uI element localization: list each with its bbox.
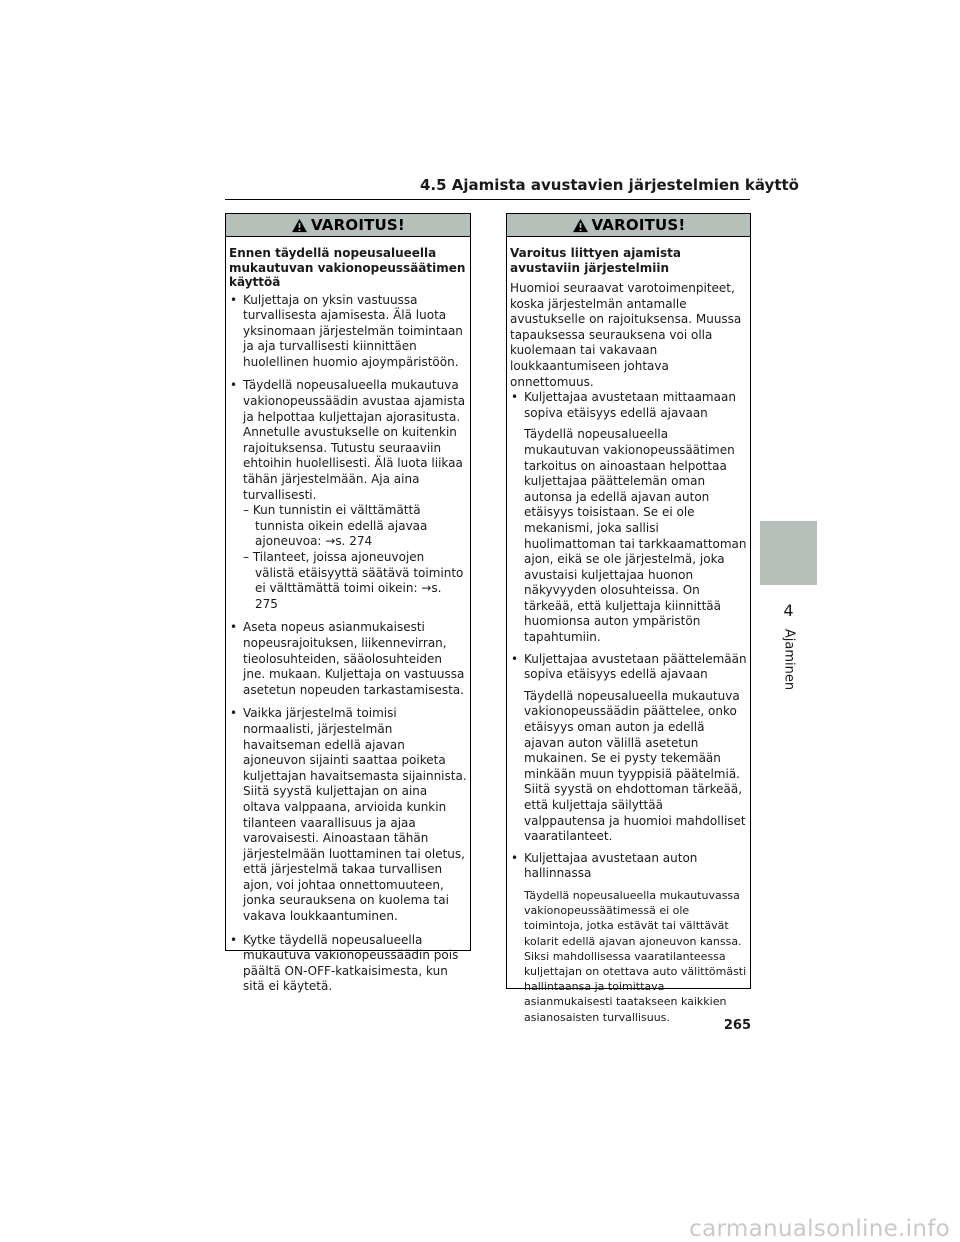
list-item-text: Täydellä nopeusalueella mukautuva vakionopeussäädin avustaa ajamista ja helpottaa kuljettajan ajorasitusta. Annetulle avustukselle on kuitenkin rajoituksensa. Tutustu seuraaviin ehtoihin huolellisesti. Älä luota liikaa tähän järjestelmään. Aja aina turvallisesti. [243,378,466,502]
warning-label: VAROITUS! [591,216,686,234]
warning-header [226,214,470,237]
warning-triangle-icon [572,218,589,233]
warning-content [226,237,470,995]
list-item [229,378,467,612]
list-item-text: Täydellä nopeusalueella mukautuvassa vakionopeussäätimessä ei ole toimintoja, jotka estävät tai välttävät kolarit edellä ajavan ajoneuvon kanssa. Siksi mahdollisessa vaaratilanteessa kuljettajan on otettava auto välittömästi hallintaansa ja toimittava asianmukaisesti taatakseen kaikkien asianosaisten turvallisuus. [524,888,747,1024]
list-item-title: • Kuljettajaa avustetaan päättelemään sopiva etäisyys edellä ajavaan [524,651,747,682]
warning-header [507,214,750,237]
dash-item: – Tilanteet, joissa ajoneuvojen välistä etäisyyttä säätävä toiminto ei välttämättä toimi oikein: →s. 275 [243,550,464,611]
warning-box-right [506,213,751,1024]
list-item: • Vaikka järjestelmä toimisi normaalisti, järjestelmän havaitseman edellä ajavan ajoneuvon sijainti saattaa poiketa kuljettajan havaitsemasta sijainnista. Siitä syystä kuljettajan on aina oltava valppaana, arvioida kunkin tilanteen vaarallisuus ja ajaa varovaisesti. Ainoastaan tähän järjestelmään luottaminen tai oletus, että järjestelmä takaa turvallisen ajon, voi johtaa onnettomuuteen, jonka seurauksena on kuolema tai vakava loukkaantuminen. [229,706,467,924]
dash-item: – Kun tunnistin ei välttämättä tunnista oikein edellä ajavaa ajoneuvoa: →s. 274 [243,503,428,549]
list-item [510,652,747,845]
warning-triangle-icon [291,218,308,233]
chapter-label: Ajaminen [781,628,797,691]
list-item: • Aseta nopeus asianmukaisesti nopeusrajoituksen, liikennevirran, tieolosuhteiden, sääolosuhteiden jne. mukaan. Kuljettaja on vastuussa asetetun nopeuden tarkastamisesta. [229,620,467,698]
list-item [510,390,747,646]
chapter-number: 4 [783,601,794,620]
page-number: 265 [723,1018,751,1033]
list-item: • Kytke täydellä nopeusalueella mukautuva vakionopeussäädin pois päältä ON-OFF-katkaisimesta, kun sitä ei käytetä. [229,933,467,995]
warning-bullet-list [510,390,747,1025]
warning-heading: Varoitus liittyen ajamista avustaviin järjestelmiin [510,246,681,275]
warning-label: VAROITUS! [311,216,405,234]
list-item [510,851,747,1025]
dash-list [243,503,467,612]
warning-box-left [225,213,471,994]
header-divider [225,199,750,200]
chapter-tab [760,521,817,585]
warning-bullet-list [229,293,467,996]
list-item-title: • Kuljettajaa avustetaan auton hallinnassa [524,850,698,881]
section-title: 4.5 Ajamista avustavien järjestelmien käyttö [420,176,799,194]
list-item-title: • Kuljettajaa avustetaan mittaamaan sopiva etäisyys edellä ajavaan [524,390,736,420]
warning-intro: Huomioi seuraavat varotoimenpiteet, koska järjestelmän antamalle avustukselle on rajoituksensa. Muussa tapauksessa seurauksena voi olla kuolemaan tai vakavaan loukkaantumiseen johtava onnettomuus. [510,281,742,389]
warning-content [507,237,750,1025]
warning-heading: Ennen täydellä nopeusalueella mukautuvan vakionopeussäätimen käyttöä [229,246,466,289]
chapter-label-wrap [780,620,796,700]
list-item-text: Täydellä nopeusalueella mukautuva vakionopeussäädin päättelee, onko etäisyys oman auton ja edellä ajavan auton välillä asetetun mukainen. Se ei pysty tekemään minkään muun tyyppisiä päätelmiä. Siitä syystä on ehdottoman tärkeää, että kuljettaja säilyttää valppautensa ja huomioi mahdolliset vaaratilanteet. [524,688,746,844]
watermark: carmanualsonline.info [689,1216,950,1242]
list-item: • Kuljettaja on yksin vastuussa turvallisesta ajamisesta. Älä luota yksinomaan järjestelmän toimintaan ja aja turvallisesti kiinnittäen huolellinen huomio ajoympäristöön. [229,293,467,371]
list-item-text: Täydellä nopeusalueella mukautuvan vakionopeussäätimen tarkoitus on ainoastaan helpottaa kuljettajaa päättelemän oman autonsa ja edellä ajavan auton etäisyys toisistaan. Se ei ole mekanismi, joka sallisi huolimattoman tai tarkkaamattoman ajon, eikä se ole järjestelmä, joka avustaisi kuljettajaa huonon näkyvyyden olosuhteissa. On tärkeää, että kuljettaja kiinnittää huomionsa auton ympäristön tapahtumiin. [524,427,747,645]
